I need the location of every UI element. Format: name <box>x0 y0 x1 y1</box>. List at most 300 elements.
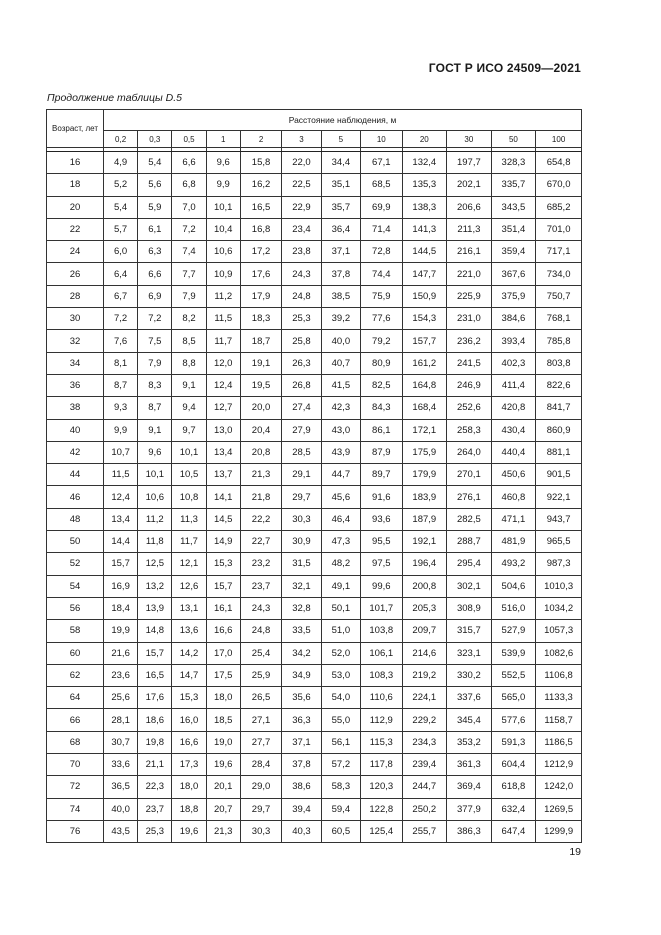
value-cell: 211,3 <box>447 218 492 240</box>
distance-header: 3 <box>282 131 321 148</box>
table-row <box>47 575 582 597</box>
value-cell: 9,9 <box>104 419 138 441</box>
value-cell: 6,8 <box>172 174 206 196</box>
value-cell: 13,0 <box>206 419 240 441</box>
value-cell: 460,8 <box>491 486 536 508</box>
value-cell: 9,4 <box>172 397 206 419</box>
table-row <box>47 241 582 263</box>
value-cell: 68,5 <box>361 174 402 196</box>
value-cell: 15,7 <box>206 575 240 597</box>
distance-header: 20 <box>402 131 447 148</box>
value-cell: 8,7 <box>138 397 172 419</box>
distance-header: 0,2 <box>104 131 138 148</box>
value-cell: 11,7 <box>172 531 206 553</box>
value-cell: 183,9 <box>402 486 447 508</box>
value-cell: 196,4 <box>402 553 447 575</box>
value-cell: 1158,7 <box>536 709 582 731</box>
value-cell: 18,4 <box>104 597 138 619</box>
value-cell: 117,8 <box>361 754 402 776</box>
value-cell: 11,7 <box>206 330 240 352</box>
value-cell: 53,0 <box>321 664 360 686</box>
value-cell: 55,0 <box>321 709 360 731</box>
table-row <box>47 152 582 174</box>
distance-header-row <box>47 131 582 148</box>
table-row <box>47 620 582 642</box>
document-code: ГОСТ Р ИСО 24509—2021 <box>428 61 581 75</box>
value-cell: 35,7 <box>321 196 360 218</box>
table-row <box>47 709 582 731</box>
age-cell: 68 <box>47 731 104 753</box>
value-cell: 8,2 <box>172 308 206 330</box>
value-cell: 670,0 <box>536 174 582 196</box>
value-cell: 16,5 <box>138 664 172 686</box>
value-cell: 860,9 <box>536 419 582 441</box>
value-cell: 54,0 <box>321 687 360 709</box>
value-cell: 11,5 <box>104 464 138 486</box>
distance-header: 0,5 <box>172 131 206 148</box>
age-cell: 64 <box>47 687 104 709</box>
value-cell: 10,1 <box>206 196 240 218</box>
value-cell: 14,1 <box>206 486 240 508</box>
value-cell: 685,2 <box>536 196 582 218</box>
distance-header: 100 <box>536 131 582 148</box>
value-cell: 39,2 <box>321 308 360 330</box>
value-cell: 115,3 <box>361 731 402 753</box>
age-cell: 36 <box>47 374 104 396</box>
value-cell: 40,3 <box>282 820 321 842</box>
value-cell: 205,3 <box>402 597 447 619</box>
value-cell: 15,8 <box>240 152 281 174</box>
value-cell: 164,8 <box>402 374 447 396</box>
value-cell: 22,2 <box>240 508 281 530</box>
value-cell: 84,3 <box>361 397 402 419</box>
value-cell: 10,4 <box>206 218 240 240</box>
value-cell: 71,4 <box>361 218 402 240</box>
value-cell: 33,5 <box>282 620 321 642</box>
age-cell: 56 <box>47 597 104 619</box>
value-cell: 14,4 <box>104 531 138 553</box>
value-cell: 9,6 <box>138 441 172 463</box>
value-cell: 30,7 <box>104 731 138 753</box>
value-cell: 20,0 <box>240 397 281 419</box>
value-cell: 12,4 <box>206 374 240 396</box>
value-cell: 38,5 <box>321 285 360 307</box>
value-cell: 10,7 <box>104 441 138 463</box>
age-cell: 40 <box>47 419 104 441</box>
value-cell: 13,4 <box>206 441 240 463</box>
value-cell: 241,5 <box>447 352 492 374</box>
distance-header: 5 <box>321 131 360 148</box>
value-cell: 604,4 <box>491 754 536 776</box>
age-cell: 70 <box>47 754 104 776</box>
table-row <box>47 374 582 396</box>
value-cell: 25,3 <box>138 820 172 842</box>
value-cell: 353,2 <box>447 731 492 753</box>
value-cell: 175,9 <box>402 441 447 463</box>
value-cell: 21,1 <box>138 754 172 776</box>
value-cell: 17,6 <box>138 687 172 709</box>
table-row <box>47 776 582 798</box>
value-cell: 154,3 <box>402 308 447 330</box>
value-cell: 270,1 <box>447 464 492 486</box>
value-cell: 361,3 <box>447 754 492 776</box>
value-cell: 577,6 <box>491 709 536 731</box>
value-cell: 35,1 <box>321 174 360 196</box>
value-cell: 51,0 <box>321 620 360 642</box>
value-cell: 881,1 <box>536 441 582 463</box>
age-cell: 50 <box>47 531 104 553</box>
value-cell: 24,3 <box>240 597 281 619</box>
value-cell: 72,8 <box>361 241 402 263</box>
value-cell: 701,0 <box>536 218 582 240</box>
value-cell: 23,7 <box>138 798 172 820</box>
value-cell: 6,9 <box>138 285 172 307</box>
age-cell: 16 <box>47 152 104 174</box>
table-row <box>47 218 582 240</box>
value-cell: 147,7 <box>402 263 447 285</box>
value-cell: 29,7 <box>282 486 321 508</box>
value-cell: 367,6 <box>491 263 536 285</box>
table-row <box>47 285 582 307</box>
value-cell: 30,3 <box>240 820 281 842</box>
table-row <box>47 174 582 196</box>
distance-header: 50 <box>491 131 536 148</box>
value-cell: 20,7 <box>206 798 240 820</box>
value-cell: 108,3 <box>361 664 402 686</box>
value-cell: 5,4 <box>138 152 172 174</box>
value-cell: 785,8 <box>536 330 582 352</box>
value-cell: 1082,6 <box>536 642 582 664</box>
value-cell: 1106,8 <box>536 664 582 686</box>
distance-group-header: Расстояние наблюдения, м <box>104 110 582 131</box>
value-cell: 591,3 <box>491 731 536 753</box>
table-row <box>47 464 582 486</box>
page-number: 19 <box>569 846 581 858</box>
value-cell: 345,4 <box>447 709 492 731</box>
value-cell: 10,5 <box>172 464 206 486</box>
value-cell: 8,7 <box>104 374 138 396</box>
value-cell: 5,4 <box>104 196 138 218</box>
table-row <box>47 553 582 575</box>
value-cell: 22,7 <box>240 531 281 553</box>
value-cell: 141,3 <box>402 218 447 240</box>
value-cell: 6,7 <box>104 285 138 307</box>
value-cell: 122,8 <box>361 798 402 820</box>
distance-header: 0,3 <box>138 131 172 148</box>
value-cell: 343,5 <box>491 196 536 218</box>
table-row <box>47 397 582 419</box>
table-row <box>47 441 582 463</box>
value-cell: 14,5 <box>206 508 240 530</box>
value-cell: 30,9 <box>282 531 321 553</box>
value-cell: 717,1 <box>536 241 582 263</box>
value-cell: 37,1 <box>321 241 360 263</box>
value-cell: 23,8 <box>282 241 321 263</box>
value-cell: 402,3 <box>491 352 536 374</box>
value-cell: 23,2 <box>240 553 281 575</box>
value-cell: 22,5 <box>282 174 321 196</box>
value-cell: 10,9 <box>206 263 240 285</box>
value-cell: 26,5 <box>240 687 281 709</box>
value-cell: 250,2 <box>402 798 447 820</box>
value-cell: 206,6 <box>447 196 492 218</box>
value-cell: 386,3 <box>447 820 492 842</box>
value-cell: 19,8 <box>138 731 172 753</box>
value-cell: 125,4 <box>361 820 402 842</box>
value-cell: 99,6 <box>361 575 402 597</box>
value-cell: 101,7 <box>361 597 402 619</box>
value-cell: 13,7 <box>206 464 240 486</box>
value-cell: 295,4 <box>447 553 492 575</box>
value-cell: 359,4 <box>491 241 536 263</box>
value-cell: 19,9 <box>104 620 138 642</box>
table-row <box>47 486 582 508</box>
value-cell: 12,4 <box>104 486 138 508</box>
value-cell: 93,6 <box>361 508 402 530</box>
value-cell: 27,4 <box>282 397 321 419</box>
value-cell: 6,0 <box>104 241 138 263</box>
value-cell: 450,6 <box>491 464 536 486</box>
value-cell: 91,6 <box>361 486 402 508</box>
value-cell: 377,9 <box>447 798 492 820</box>
value-cell: 17,2 <box>240 241 281 263</box>
value-cell: 31,5 <box>282 553 321 575</box>
value-cell: 229,2 <box>402 709 447 731</box>
value-cell: 255,7 <box>402 820 447 842</box>
value-cell: 25,6 <box>104 687 138 709</box>
value-cell: 24,3 <box>282 263 321 285</box>
value-cell: 150,9 <box>402 285 447 307</box>
value-cell: 20,1 <box>206 776 240 798</box>
value-cell: 7,2 <box>172 218 206 240</box>
value-cell: 17,9 <box>240 285 281 307</box>
table-row <box>47 352 582 374</box>
value-cell: 20,4 <box>240 419 281 441</box>
value-cell: 9,9 <box>206 174 240 196</box>
value-cell: 44,7 <box>321 464 360 486</box>
value-cell: 8,1 <box>104 352 138 374</box>
value-cell: 19,1 <box>240 352 281 374</box>
table-row <box>47 196 582 218</box>
value-cell: 7,9 <box>172 285 206 307</box>
value-cell: 82,5 <box>361 374 402 396</box>
value-cell: 132,4 <box>402 152 447 174</box>
value-cell: 803,8 <box>536 352 582 374</box>
age-cell: 22 <box>47 218 104 240</box>
value-cell: 18,0 <box>206 687 240 709</box>
value-cell: 16,6 <box>172 731 206 753</box>
value-cell: 234,3 <box>402 731 447 753</box>
value-cell: 58,3 <box>321 776 360 798</box>
value-cell: 24,8 <box>282 285 321 307</box>
value-cell: 7,2 <box>104 308 138 330</box>
value-cell: 33,6 <box>104 754 138 776</box>
age-cell: 32 <box>47 330 104 352</box>
table-row <box>47 798 582 820</box>
value-cell: 14,9 <box>206 531 240 553</box>
value-cell: 6,3 <box>138 241 172 263</box>
value-cell: 30,3 <box>282 508 321 530</box>
value-cell: 734,0 <box>536 263 582 285</box>
age-cell: 34 <box>47 352 104 374</box>
value-cell: 161,2 <box>402 352 447 374</box>
table-row <box>47 731 582 753</box>
value-cell: 60,5 <box>321 820 360 842</box>
value-cell: 16,5 <box>240 196 281 218</box>
value-cell: 12,1 <box>172 553 206 575</box>
value-cell: 15,7 <box>138 642 172 664</box>
value-cell: 16,8 <box>240 218 281 240</box>
value-cell: 337,6 <box>447 687 492 709</box>
age-cell: 52 <box>47 553 104 575</box>
age-cell: 76 <box>47 820 104 842</box>
value-cell: 36,5 <box>104 776 138 798</box>
age-cell: 24 <box>47 241 104 263</box>
value-cell: 192,1 <box>402 531 447 553</box>
value-cell: 8,8 <box>172 352 206 374</box>
value-cell: 440,4 <box>491 441 536 463</box>
value-cell: 1186,5 <box>536 731 582 753</box>
value-cell: 89,7 <box>361 464 402 486</box>
value-cell: 97,5 <box>361 553 402 575</box>
value-cell: 34,2 <box>282 642 321 664</box>
value-cell: 7,4 <box>172 241 206 263</box>
value-cell: 16,2 <box>240 174 281 196</box>
value-cell: 420,8 <box>491 397 536 419</box>
value-cell: 13,6 <box>172 620 206 642</box>
value-cell: 7,5 <box>138 330 172 352</box>
value-cell: 351,4 <box>491 218 536 240</box>
value-cell: 14,7 <box>172 664 206 686</box>
value-cell: 23,7 <box>240 575 281 597</box>
value-cell: 5,6 <box>138 174 172 196</box>
value-cell: 527,9 <box>491 620 536 642</box>
age-cell: 60 <box>47 642 104 664</box>
value-cell: 1242,0 <box>536 776 582 798</box>
value-cell: 19,0 <box>206 731 240 753</box>
table-row <box>47 419 582 441</box>
value-cell: 26,3 <box>282 352 321 374</box>
age-column-header: Возраст, лет <box>47 110 104 148</box>
value-cell: 13,4 <box>104 508 138 530</box>
value-cell: 246,9 <box>447 374 492 396</box>
value-cell: 37,8 <box>282 754 321 776</box>
value-cell: 471,1 <box>491 508 536 530</box>
value-cell: 654,8 <box>536 152 582 174</box>
value-cell: 106,1 <box>361 642 402 664</box>
value-cell: 516,0 <box>491 597 536 619</box>
value-cell: 10,1 <box>172 441 206 463</box>
value-cell: 493,2 <box>491 553 536 575</box>
age-cell: 44 <box>47 464 104 486</box>
value-cell: 80,9 <box>361 352 402 374</box>
value-cell: 411,4 <box>491 374 536 396</box>
age-cell: 26 <box>47 263 104 285</box>
table-caption: Продолжение таблицы D.5 <box>47 92 182 104</box>
value-cell: 79,2 <box>361 330 402 352</box>
value-cell: 16,0 <box>172 709 206 731</box>
distance-header: 1 <box>206 131 240 148</box>
value-cell: 375,9 <box>491 285 536 307</box>
value-cell: 18,5 <box>206 709 240 731</box>
age-cell: 54 <box>47 575 104 597</box>
value-cell: 15,3 <box>172 687 206 709</box>
age-cell: 20 <box>47 196 104 218</box>
value-cell: 28,4 <box>240 754 281 776</box>
age-cell: 18 <box>47 174 104 196</box>
value-cell: 252,6 <box>447 397 492 419</box>
value-cell: 922,1 <box>536 486 582 508</box>
table-row <box>47 687 582 709</box>
value-cell: 74,4 <box>361 263 402 285</box>
value-cell: 168,4 <box>402 397 447 419</box>
value-cell: 172,1 <box>402 419 447 441</box>
value-cell: 21,3 <box>206 820 240 842</box>
value-cell: 539,9 <box>491 642 536 664</box>
value-cell: 18,6 <box>138 709 172 731</box>
value-cell: 618,8 <box>491 776 536 798</box>
value-cell: 43,5 <box>104 820 138 842</box>
value-cell: 6,1 <box>138 218 172 240</box>
value-cell: 32,8 <box>282 597 321 619</box>
value-cell: 197,7 <box>447 152 492 174</box>
value-cell: 647,4 <box>491 820 536 842</box>
value-cell: 52,0 <box>321 642 360 664</box>
value-cell: 8,5 <box>172 330 206 352</box>
value-cell: 231,0 <box>447 308 492 330</box>
value-cell: 214,6 <box>402 642 447 664</box>
age-cell: 72 <box>47 776 104 798</box>
value-cell: 95,5 <box>361 531 402 553</box>
value-cell: 841,7 <box>536 397 582 419</box>
table-row <box>47 330 582 352</box>
value-cell: 12,5 <box>138 553 172 575</box>
value-cell: 6,6 <box>172 152 206 174</box>
table-row <box>47 263 582 285</box>
value-cell: 13,2 <box>138 575 172 597</box>
value-cell: 29,0 <box>240 776 281 798</box>
distance-header: 10 <box>361 131 402 148</box>
value-cell: 45,6 <box>321 486 360 508</box>
value-cell: 29,1 <box>282 464 321 486</box>
value-cell: 335,7 <box>491 174 536 196</box>
value-cell: 288,7 <box>447 531 492 553</box>
value-cell: 328,3 <box>491 152 536 174</box>
value-cell: 1057,3 <box>536 620 582 642</box>
value-cell: 22,0 <box>282 152 321 174</box>
value-cell: 15,3 <box>206 553 240 575</box>
value-cell: 209,7 <box>402 620 447 642</box>
value-cell: 750,7 <box>536 285 582 307</box>
value-cell: 1034,2 <box>536 597 582 619</box>
value-cell: 34,9 <box>282 664 321 686</box>
value-cell: 43,0 <box>321 419 360 441</box>
value-cell: 565,0 <box>491 687 536 709</box>
value-cell: 75,9 <box>361 285 402 307</box>
value-cell: 200,8 <box>402 575 447 597</box>
value-cell: 308,9 <box>447 597 492 619</box>
value-cell: 144,5 <box>402 241 447 263</box>
value-cell: 1212,9 <box>536 754 582 776</box>
value-cell: 40,7 <box>321 352 360 374</box>
value-cell: 28,1 <box>104 709 138 731</box>
value-cell: 5,2 <box>104 174 138 196</box>
value-cell: 9,1 <box>138 419 172 441</box>
value-cell: 40,0 <box>321 330 360 352</box>
age-cell: 38 <box>47 397 104 419</box>
age-cell: 62 <box>47 664 104 686</box>
value-cell: 384,6 <box>491 308 536 330</box>
